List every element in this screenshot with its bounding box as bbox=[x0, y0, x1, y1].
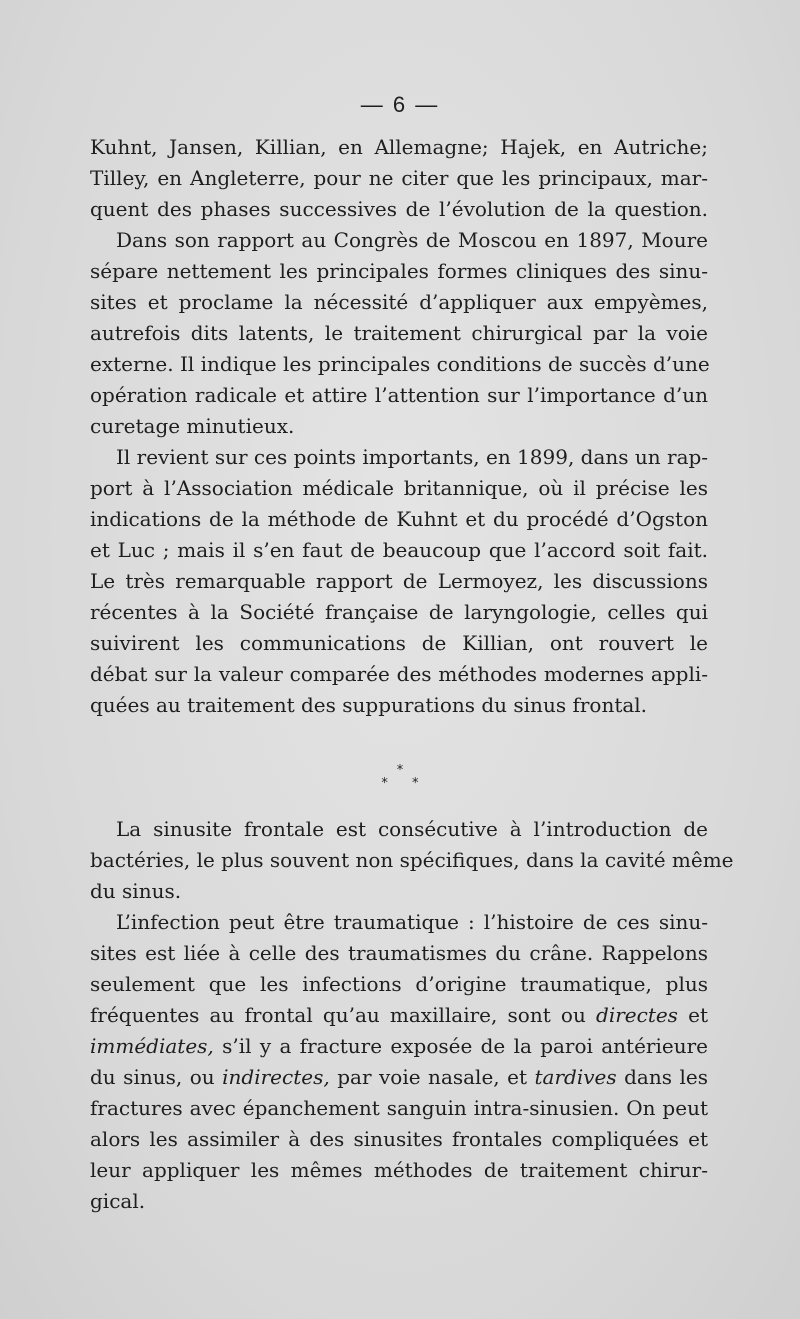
text-line: sépare nettement les principales formes cliniques des sinu- bbox=[90, 259, 708, 283]
text-line: et Luc ; mais il s’en faut de beaucoup que l’accord soit fait. bbox=[90, 538, 708, 562]
text-line bbox=[90, 1062, 708, 1093]
text-run: par voie nasale, et bbox=[329, 1065, 535, 1089]
text-line: port à l’Association médicale britannique, où il précise les bbox=[90, 476, 708, 500]
text-line: Le très remarquable rapport de Lermoyez, les discussions bbox=[90, 569, 708, 593]
text-line: débat sur la valeur comparée des méthodes modernes appli- bbox=[90, 662, 708, 686]
text-line: Kuhnt, Jansen, Killian, en Allemagne; Hajek, en Autriche; bbox=[90, 135, 708, 159]
text-run: dans les bbox=[616, 1065, 708, 1089]
text-line: alors les assimiler à des sinusites frontales compliquées et bbox=[90, 1127, 708, 1151]
page-number: — 6 — bbox=[360, 92, 440, 117]
text-line: récentes à la Société française de laryngologie, celles qui bbox=[90, 600, 708, 624]
text-line: Dans son rapport au Congrès de Moscou en 1897, Moure bbox=[116, 228, 708, 252]
text-line: leur appliquer les mêmes méthodes de traitement chirur- bbox=[90, 1158, 708, 1182]
text-line bbox=[90, 1000, 708, 1031]
italic-term: indirectes, bbox=[222, 1065, 330, 1089]
text-run: fréquentes au frontal qu’au maxillaire, sont ou bbox=[90, 1003, 597, 1027]
text-run: s’il y a fracture exposée de la paroi antérieure bbox=[213, 1034, 708, 1058]
text-line: fractures avec épanchement sanguin intra-sinusien. On peut bbox=[90, 1096, 708, 1120]
text-line: L’infection peut être traumatique : l’histoire de ces sinu- bbox=[116, 910, 708, 934]
text-line: Tilley, en Angleterre, pour ne citer que les principaux, mar- bbox=[90, 166, 708, 190]
text-line: sites et proclame la nécessité d’appliquer aux empyèmes, bbox=[90, 290, 708, 314]
text-line: curetage minutieux. bbox=[90, 414, 295, 438]
text-line: Il revient sur ces points importants, en 1899, dans un rap- bbox=[116, 445, 709, 469]
asterism-bottom: * * bbox=[381, 776, 429, 791]
text-line: quées au traitement des suppurations du sinus frontal. bbox=[90, 693, 648, 717]
paragraph-sinusitis bbox=[90, 814, 734, 1217]
italic-term: directes bbox=[596, 1003, 678, 1027]
italic-term: tardives bbox=[534, 1065, 617, 1089]
text-line: seulement que les infections d’origine traumatique, plus bbox=[90, 972, 708, 996]
paragraph-history bbox=[90, 132, 708, 721]
asterism-top: * bbox=[396, 763, 404, 778]
text-line: indications de la méthode de Kuhnt et du procédé d’Ogston bbox=[90, 507, 708, 531]
italic-term: immédiates, bbox=[90, 1034, 214, 1058]
text-line: sites est liée à celle des traumatismes du crâne. Rappelons bbox=[90, 941, 708, 965]
text-run: du sinus, ou bbox=[90, 1065, 223, 1089]
text-line: bactéries, le plus souvent non spécifiques, dans la cavité même bbox=[90, 848, 734, 872]
text-line: gical. bbox=[90, 1189, 146, 1213]
text-line: autrefois dits latents, le traitement chirurgical par la voie bbox=[90, 321, 708, 345]
text-line: La sinusite frontale est consécutive à l’introduction de bbox=[116, 817, 708, 841]
text-line: opération radicale et attire l’attention sur l’importance d’un bbox=[90, 383, 708, 407]
text-line: suivirent les communications de Killian, ont rouvert le bbox=[90, 631, 708, 655]
text-line: du sinus. bbox=[90, 879, 182, 903]
asterism-separator bbox=[0, 764, 800, 790]
text-line: quent des phases successives de l’évolution de la question. bbox=[90, 197, 708, 221]
text-line bbox=[90, 1031, 708, 1062]
text-run: et bbox=[677, 1003, 708, 1027]
text-line: externe. Il indique les principales conditions de succès d’une bbox=[90, 352, 710, 376]
